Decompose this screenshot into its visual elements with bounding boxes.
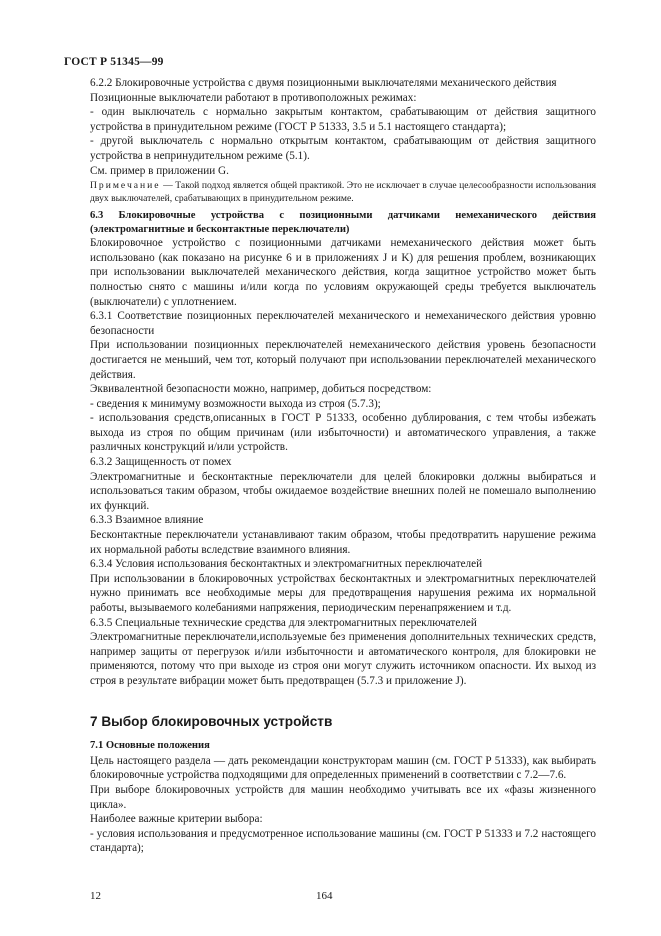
note-text: — Такой подход является общей практикой. Это не исключает в случае целесообразности использования двух выключателей, срабатывающих в принудительном режиме. [90,180,596,204]
note-label: Примечание [90,180,161,192]
paragraph: При выборе блокировочных устройств для машин необходимо учитывать все их «фазы жизненного цикла». [90,783,596,811]
list-item: - один выключатель с нормально закрытым контактом, срабатывающим от действия защитного устройства в принудительном режиме (ГОСТ Р 51333, 3.5 и 5.1 настоящего стандарта); [90,106,596,133]
paragraph: Электромагнитные и бесконтактные переключатели для целей блокировки должны выбираться и использоваться таким образом, чтобы ожидаемое воздействие внешних полей не помешало выполнению их функций. [90,470,596,512]
section-7-heading: 7 Выбор блокировочных устройств [90,713,333,729]
paragraph: Электромагнитные переключатели,используемые без применения дополнительных технических средств, например защиты от перегрузок и/или избыточности и автоматического контроля, для блокировки не применяются, потому что при выходе из строя они могут служить источником опасности. Их выход из строя в результате вибрации может быть предотвращен (5.7.3 и приложение J). [90,631,596,687]
paragraph: Цель настоящего раздела — дать рекомендации конструкторам машин (см. ГОСТ Р 51333), как выбирать блокировочные устройства подходящими для определенных применений в соответствии с 7.2—7.6. [90,754,596,782]
standard-header: ГОСТ Р 51345—99 [64,56,164,68]
page-number-center: 164 [316,890,333,902]
clause-6-3-2-heading: 6.3.2 Защищенность от помех [90,456,232,469]
page-number-left: 12 [90,890,101,902]
paragraph: Позиционные выключатели работают в противоположных режимах: [90,91,417,104]
paragraph: При использовании в блокировочных устройствах бесконтактных и электромагнитных переключателей нужно принимать все необходимые меры для предотвращения нарушения режима их нормальной работы, вызываемого колебаниями напряжения, периодическим перенапряжением и т.д. [90,572,596,614]
list-item: - сведения к минимуму возможности выхода из строя (5.7.3); [90,397,381,410]
clause-6-2-2-heading: 6.2.2 Блокировочные устройства с двумя позиционными выключателями механического действия [90,77,557,89]
section-7-1-heading: 7.1 Основные положения [90,740,210,752]
paragraph: Наиболее важные критерии выбора: [90,813,263,826]
section-6-3-heading: 6.3 Блокировочные устройства с позиционными датчиками немеханического действия (электромагнитные и бесконтактные переключатели) [90,209,596,235]
paragraph: При использовании позиционных переключателей немеханического действия уровень безопасности достигается не меньший, чем тот, который получают при использовании переключателей механического действия. [90,339,596,381]
clause-6-3-1-heading: 6.3.1 Соответствие позиционных переключателей механического и немеханического действия уровню безопасности [90,310,596,337]
list-item: - условия использования и предусмотренное использование машины (см. ГОСТ Р 51333 и 7.2 настоящего стандарта); [90,827,596,855]
page-content [90,76,596,856]
note [90,180,596,205]
paragraph: Эквивалентной безопасности можно, например, добиться посредством: [90,383,432,396]
paragraph: Блокировочное устройство с позиционными датчиками немеханического действия может быть использовано (как показано на рисунке 6 и в приложениях J и K) для решения проблем, возникающих при использовании выключателей механического действия, когда защитное устройство может быть полностью снято с машины и/или когда по условиям окружающей среды требуется выключатель (выключатели) с уплотнением. [90,237,596,308]
clause-6-3-4-heading: 6.3.4 Условия использования бесконтактных и электромагнитных переключателей [90,558,483,571]
list-item: - другой выключатель с нормально открытым контактом, срабатывающим от действия защитного устройства в непринудительном режиме (5.1). [90,135,596,162]
clause-6-3-3-heading: 6.3.3 Взаимное влияние [90,514,204,527]
paragraph: См. пример в приложении G. [90,164,229,177]
paragraph: Бесконтактные переключатели устанавливают таким образом, чтобы предотвратить нарушение режима их нормальной работы вследствие взаимного влияния. [90,529,596,556]
clause-6-3-5-heading: 6.3.5 Специальные технические средства для электромагнитных переключателей [90,616,477,629]
list-item: - использования средств,описанных в ГОСТ Р 51333, особенно дублирования, с тем чтобы избежать выхода из строя по общим причинам (или избыточности) и автоматического управления, а также различных конструкций и/или устройств. [90,412,596,454]
